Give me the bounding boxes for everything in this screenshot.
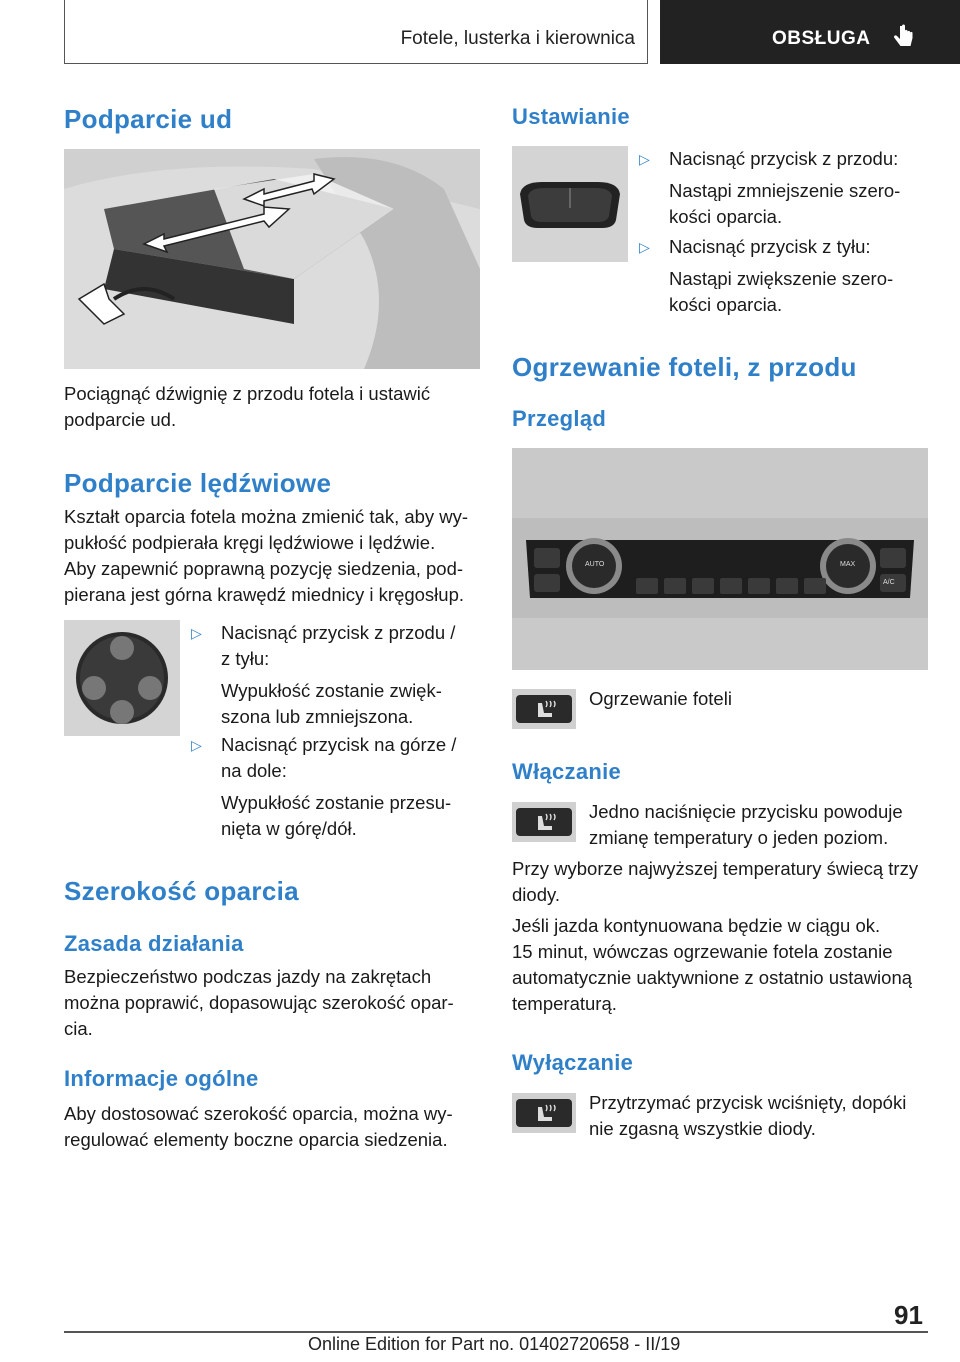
lumbar-button-image <box>64 620 180 736</box>
text-lumbar-3: Aby zapewnić poprawną pozycję siedzenia, pod‐ <box>64 558 464 579</box>
text-leds-1: Przy wyborze najwyższej temperatury świecą trzy <box>512 858 919 879</box>
bullet-icon: ▷ <box>191 625 202 641</box>
lumbar-step-2-line-2: na dole: <box>221 760 287 781</box>
heading-principle: Zasada działania <box>64 931 244 956</box>
setting-step-2-result-2: kości oparcia. <box>669 294 783 315</box>
text-auto-4: temperaturą. <box>512 993 617 1014</box>
bullet-icon: ▷ <box>639 239 650 255</box>
text-on-1: Jedno naciśnięcie przycisku powoduje <box>589 801 903 822</box>
text-lumbar-4: pierana jest górna krawędź miednicy i kręgosłup. <box>64 584 465 605</box>
lumbar-step-1-result-1: Wypukłość zostanie zwięk‐ <box>221 680 442 701</box>
text-auto-1: Jeśli jazda kontynuowana będzie w ciągu ok. <box>512 915 881 936</box>
section-title: OBSŁUGA <box>772 28 871 49</box>
setting-step-2-line: Nacisnąć przycisk z tyłu: <box>669 236 871 257</box>
text-thigh-1: Pociągnąć dźwignię z przodu fotela i ustawić <box>64 383 431 404</box>
seat-heating-icon <box>512 689 576 729</box>
ac-label: A/C <box>883 579 895 586</box>
heading-lumbar-support: Podparcie lędźwiowe <box>64 468 332 498</box>
heading-seat-heating: Ogrzewanie foteli, z przodu <box>512 352 857 382</box>
text-general-1: Aby dostosować szerokość oparcia, można wy‐ <box>64 1103 453 1124</box>
heading-general-info: Informacje ogólne <box>64 1066 259 1091</box>
header-chapter-box <box>64 0 648 64</box>
text-principle-2: można poprawić, dopasowując szerokość opar‐ <box>64 992 454 1013</box>
hand-pointer-icon <box>892 24 916 52</box>
text-auto-2: 15 minut, wówczas ogrzewanie fotela zostanie <box>512 941 893 962</box>
text-auto-3: automatycznie uaktywnione z ostatnio ustawioną <box>512 967 913 988</box>
setting-step-2-result-1: Nastąpi zwiększenie szero‐ <box>669 268 894 289</box>
setting-step-1-result-1: Nastąpi zmniejszenie szero‐ <box>669 180 901 201</box>
seat-heating-icon <box>512 802 576 842</box>
text-leds-2: diody. <box>512 884 560 905</box>
setting-step-1-result-2: kości oparcia. <box>669 206 783 227</box>
lumbar-step-1-line-1: Nacisnąć przycisk z przodu / <box>221 622 456 643</box>
width-button-image <box>512 146 628 262</box>
text-on-2: zmianę temperatury o jeden poziom. <box>589 827 889 848</box>
text-lumbar-2: pukłość podpierała kręgi lędźwiowe i lędźwie. <box>64 532 436 553</box>
heading-backrest-width: Szerokość oparcia <box>64 876 299 906</box>
lumbar-step-2-result-2: nięta w górę/dół. <box>221 818 357 839</box>
max-label: MAX <box>840 561 856 568</box>
chapter-title: Fotele, lusterka i kierownica <box>400 28 635 49</box>
seat-heating-icon <box>512 1093 576 1133</box>
bullet-icon: ▷ <box>639 151 650 167</box>
heading-overview: Przegląd <box>512 406 607 431</box>
text-off-2: nie zgasną wszystkie diody. <box>589 1118 816 1139</box>
seat-thigh-support-image <box>64 149 480 369</box>
seat-heating-label: Ogrzewanie foteli <box>589 688 732 709</box>
climate-panel-graphic <box>512 448 928 670</box>
page-number: 91 <box>894 1300 923 1330</box>
heading-switch-off: Wyłączanie <box>512 1050 634 1075</box>
heading-thigh-support: Podparcie ud <box>64 104 233 134</box>
text-general-2: regulować elementy boczne oparcia siedzenia. <box>64 1129 448 1150</box>
auto-label: AUTO <box>585 561 605 568</box>
climate-panel-image <box>512 448 928 670</box>
lumbar-step-2-line-1: Nacisnąć przycisk na górze / <box>221 734 457 755</box>
footer-edition: Online Edition for Part no. 01402720658 - II/19 <box>308 1334 681 1354</box>
heading-switch-on: Włączanie <box>512 759 622 784</box>
text-principle-1: Bezpieczeństwo podczas jazdy na zakrętach <box>64 966 432 987</box>
bullet-icon: ▷ <box>191 737 202 753</box>
footer-divider <box>64 1331 928 1333</box>
lumbar-step-1-line-2: z tyłu: <box>221 648 270 669</box>
lumbar-step-1-result-2: szona lub zmniejszona. <box>221 706 414 727</box>
setting-step-1-line: Nacisnąć przycisk z przodu: <box>669 148 899 169</box>
heading-setting: Ustawianie <box>512 104 630 129</box>
text-thigh-2: podparcie ud. <box>64 409 177 430</box>
lumbar-step-2-result-1: Wypukłość zostanie przesu‐ <box>221 792 452 813</box>
text-lumbar-1: Kształt oparcia fotela można zmienić tak, aby wy‐ <box>64 506 469 527</box>
text-principle-3: cia. <box>64 1018 93 1039</box>
text-off-1: Przytrzymać przycisk wciśnięty, dopóki <box>589 1092 907 1113</box>
header-section-tab[interactable] <box>660 0 960 64</box>
